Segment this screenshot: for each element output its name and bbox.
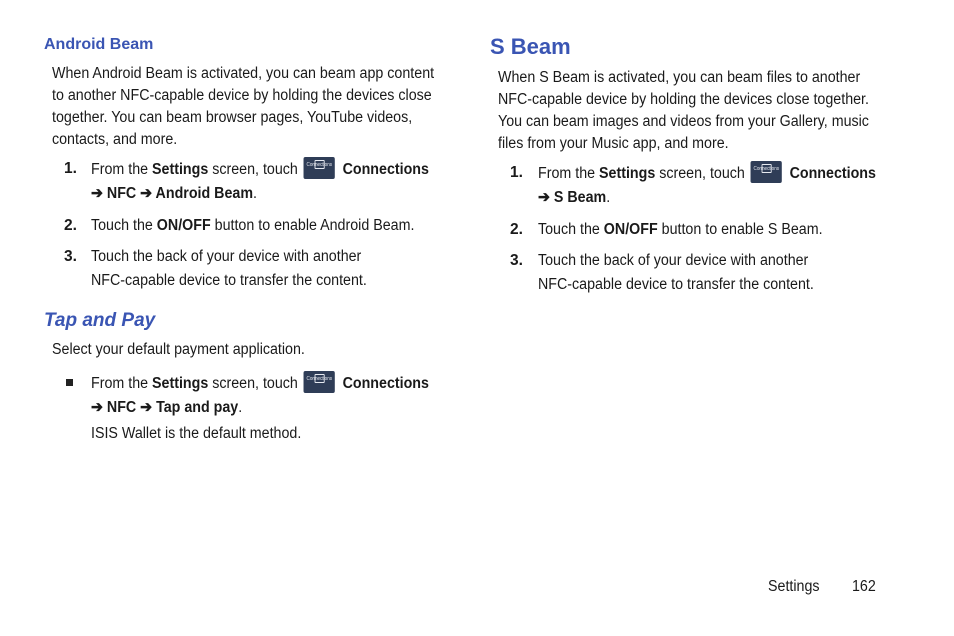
connections-label: Connections <box>789 165 876 182</box>
s-beam-step3 <box>538 249 814 297</box>
settings-label: Settings <box>152 375 209 392</box>
step-text: From the <box>91 375 153 392</box>
step-text: screen, touch <box>655 165 745 182</box>
tap-and-pay-note: ISIS Wallet is the default method. <box>91 425 302 442</box>
step-text: . <box>606 189 611 206</box>
step-text: From the <box>91 161 153 178</box>
intro-line: to another NFC-capable device by holding the devices close <box>52 87 432 104</box>
step-text: Touch the <box>538 221 604 238</box>
android-beam-heading: Android Beam <box>44 36 154 53</box>
s-beam-heading: S Beam <box>490 34 571 59</box>
step-text: . <box>238 399 243 416</box>
step-number: 2. <box>510 221 523 238</box>
s-beam-step1 <box>538 161 876 210</box>
step-number: 2. <box>64 217 77 234</box>
tap-and-pay-bullet <box>91 371 429 420</box>
icon-caption: Connections <box>306 376 333 382</box>
step-text: Touch the back of your device with another <box>91 248 362 265</box>
onoff-label: ON/OFF <box>603 221 658 238</box>
step-text: Touch the <box>91 217 157 234</box>
intro-line: contacts, and more. <box>52 131 178 148</box>
settings-label: Settings <box>599 165 656 182</box>
android-beam-intro <box>52 63 457 151</box>
step-text: NFC-capable device to transfer the content. <box>91 272 367 289</box>
menu-path: ➔ NFC ➔ Tap and pay <box>91 399 239 416</box>
page-number: 162 <box>852 578 876 595</box>
intro-line: together. You can beam browser pages, YouTube videos, <box>52 109 413 126</box>
step-number: 3. <box>510 252 523 269</box>
step-text: NFC-capable device to transfer the content. <box>538 276 814 293</box>
step-text: button to enable Android Beam. <box>210 217 415 234</box>
s-beam-step2 <box>538 218 823 242</box>
tap-and-pay-heading: Tap and Pay <box>44 310 156 331</box>
footer-section-name: Settings <box>768 578 820 595</box>
onoff-label: ON/OFF <box>156 217 211 234</box>
connections-icon <box>751 161 782 183</box>
menu-path: ➔ S Beam <box>538 189 607 206</box>
settings-label: Settings <box>152 161 209 178</box>
s-beam-intro <box>498 67 903 155</box>
menu-path: ➔ NFC ➔ Android Beam <box>91 185 254 202</box>
intro-line: You can beam images and videos from your Gallery, music <box>498 113 869 130</box>
intro-line: When Android Beam is activated, you can beam app content <box>52 65 435 82</box>
tap-and-pay-intro: Select your default payment application. <box>52 341 305 358</box>
intro-line: NFC-capable device by holding the devices close together. <box>498 91 869 108</box>
step-text: . <box>253 185 257 202</box>
step-text: button to enable S Beam. <box>657 221 823 238</box>
step-number: 1. <box>510 164 523 181</box>
step-text: screen, touch <box>208 375 298 392</box>
step-text: screen, touch <box>208 161 298 178</box>
intro-line: files from your Music app, and more. <box>498 135 729 152</box>
intro-line: When S Beam is activated, you can beam files to another <box>498 69 861 86</box>
step-number: 1. <box>64 160 77 177</box>
android-beam-step3 <box>91 245 367 293</box>
step-number: 3. <box>64 248 77 265</box>
android-beam-step1 <box>91 157 429 206</box>
connections-label: Connections <box>342 375 429 392</box>
step-text: From the <box>538 165 600 182</box>
connections-label: Connections <box>342 161 429 178</box>
connections-icon <box>304 371 335 393</box>
step-text: Touch the back of your device with another <box>538 252 809 269</box>
connections-icon <box>304 157 335 179</box>
icon-caption: Connections <box>306 162 333 168</box>
icon-caption: Connections <box>753 166 780 172</box>
bullet-square-icon <box>66 379 73 386</box>
android-beam-step2 <box>91 214 414 238</box>
